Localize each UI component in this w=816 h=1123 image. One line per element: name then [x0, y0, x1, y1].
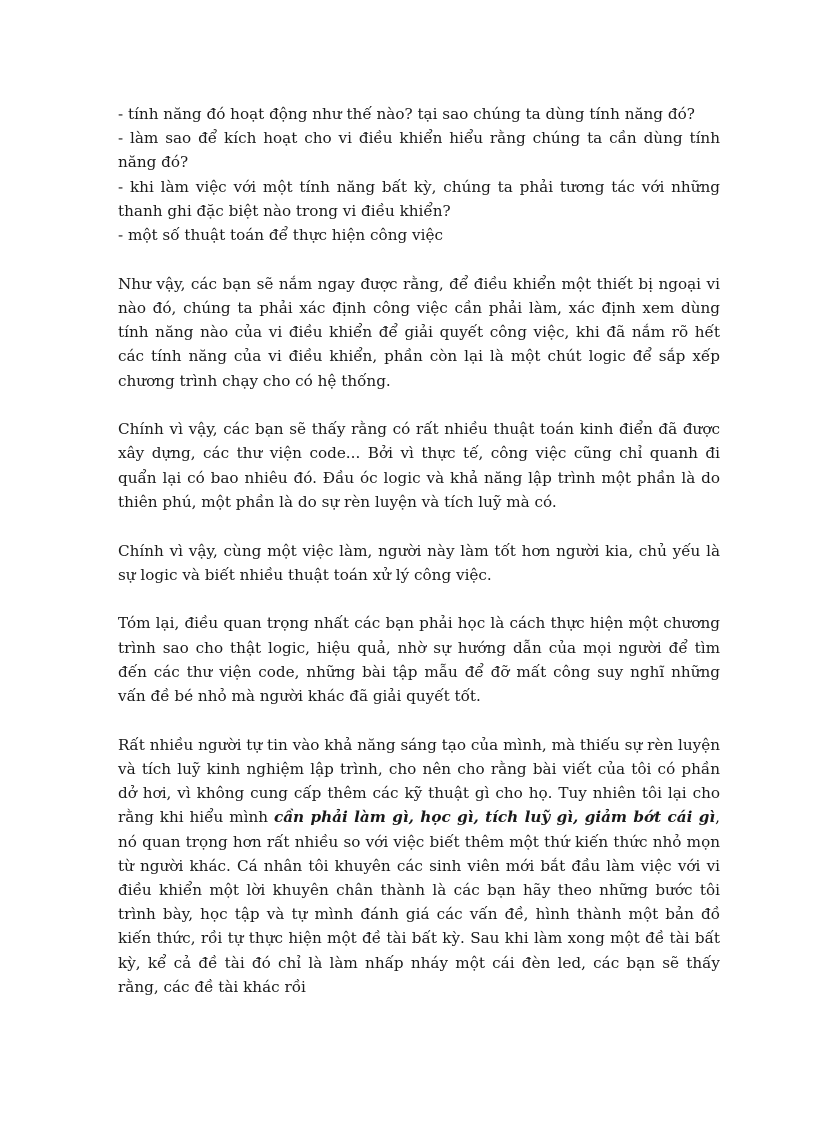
paragraph: Chính vì vậy, các bạn sẽ thấy rằng có rất nhiều thuật toán kinh điển đã được xây dựng, các thư viện code... Bởi vì thực tế, công việc cũng chỉ quanh đi quẩn lại có bao nhiêu đó. Đầu óc logic và khả năng lập trình một phần là do thiên phú, một phần là do sự rèn luyện và tích luỹ mà có.: [118, 420, 720, 511]
list-item: - một số thuật toán để thực hiện công việc: [118, 226, 443, 245]
paragraph: Chính vì vậy, cùng một việc làm, người này làm tốt hơn người kia, chủ yếu là sự logic và biết nhiều thuật toán xử lý công việc.: [118, 541, 720, 584]
advice-emphasis: cần phải làm gì, học gì, tích luỹ gì, giảm bớt cái gì: [273, 808, 716, 827]
document-page: [118, 102, 720, 999]
paragraph: Như vậy, các bạn sẽ nắm ngay được rằng, để điều khiển một thiết bị ngoại vi nào đó, chúng ta phải xác định công việc cần phải làm, xác định xem dùng tính năng nào của vi điều khiển để giải quyết công việc, khi đã nắm rõ hết các tính năng của vi điều khiển, phần còn lại là một chút logic để sắp xếp chương trình chạy cho có hệ thống.: [118, 274, 720, 390]
list-item: - khi làm việc với một tính năng bất kỳ, chúng ta phải tương tác với những thanh ghi đặc biệt nào trong vi điều khiển?: [118, 177, 720, 220]
list-item: - tính năng đó hoạt động như thế nào? tại sao chúng ta dùng tính năng đó?: [118, 105, 695, 123]
list-item: - làm sao để kích hoạt cho vi điều khiển hiểu rằng chúng ta cần dùng tính năng đó?: [118, 129, 720, 172]
question-list: [118, 102, 720, 247]
advice-text-after: , nó quan trọng hơn rất nhiều so với việc biết thêm một thứ kiến thức nhỏ mọn từ người khác. Cá nhân tôi khuyên các sinh viên mới bắt đầu làm việc với vi điều khiển một lời khuyên chân thành là các bạn hãy theo những bước tôi trình bày, học tập và tự mình đánh giá các vấn đề, hình thành một bản đồ kiến thức, rồi tự thực hiện một đề tài bất kỳ. Sau khi làm xong một đề tài bất kỳ, kể cả đề tài đó chỉ là làm nhấp nháy một cái đèn led, các bạn sẽ thấy rằng, các đề tài khác rồi: [118, 808, 720, 996]
paragraph-advice: [118, 733, 720, 999]
paragraph: Tóm lại, điều quan trọng nhất các bạn phải học là cách thực hiện một chương trình sao cho thật logic, hiệu quả, nhờ sự hướng dẫn của mọi người để tìm đến các thư viện code, những bài tập mẫu để đỡ mất công suy nghĩ những vấn đề bé nhỏ mà người khác đã giải quyết tốt.: [118, 614, 720, 706]
advice-text-before: Rất nhiều người tự tin vào khả năng sáng tạo của mình, mà thiếu sự rèn luyện và tích luỹ kinh nghiệm lập trình, cho nên cho rằng bài viết của tôi có phần dở hơi, vì không cung cấp thêm các kỹ thuật gì cho họ. Tuy nhiên tôi lại cho rằng khi hiểu mình: [118, 735, 720, 827]
